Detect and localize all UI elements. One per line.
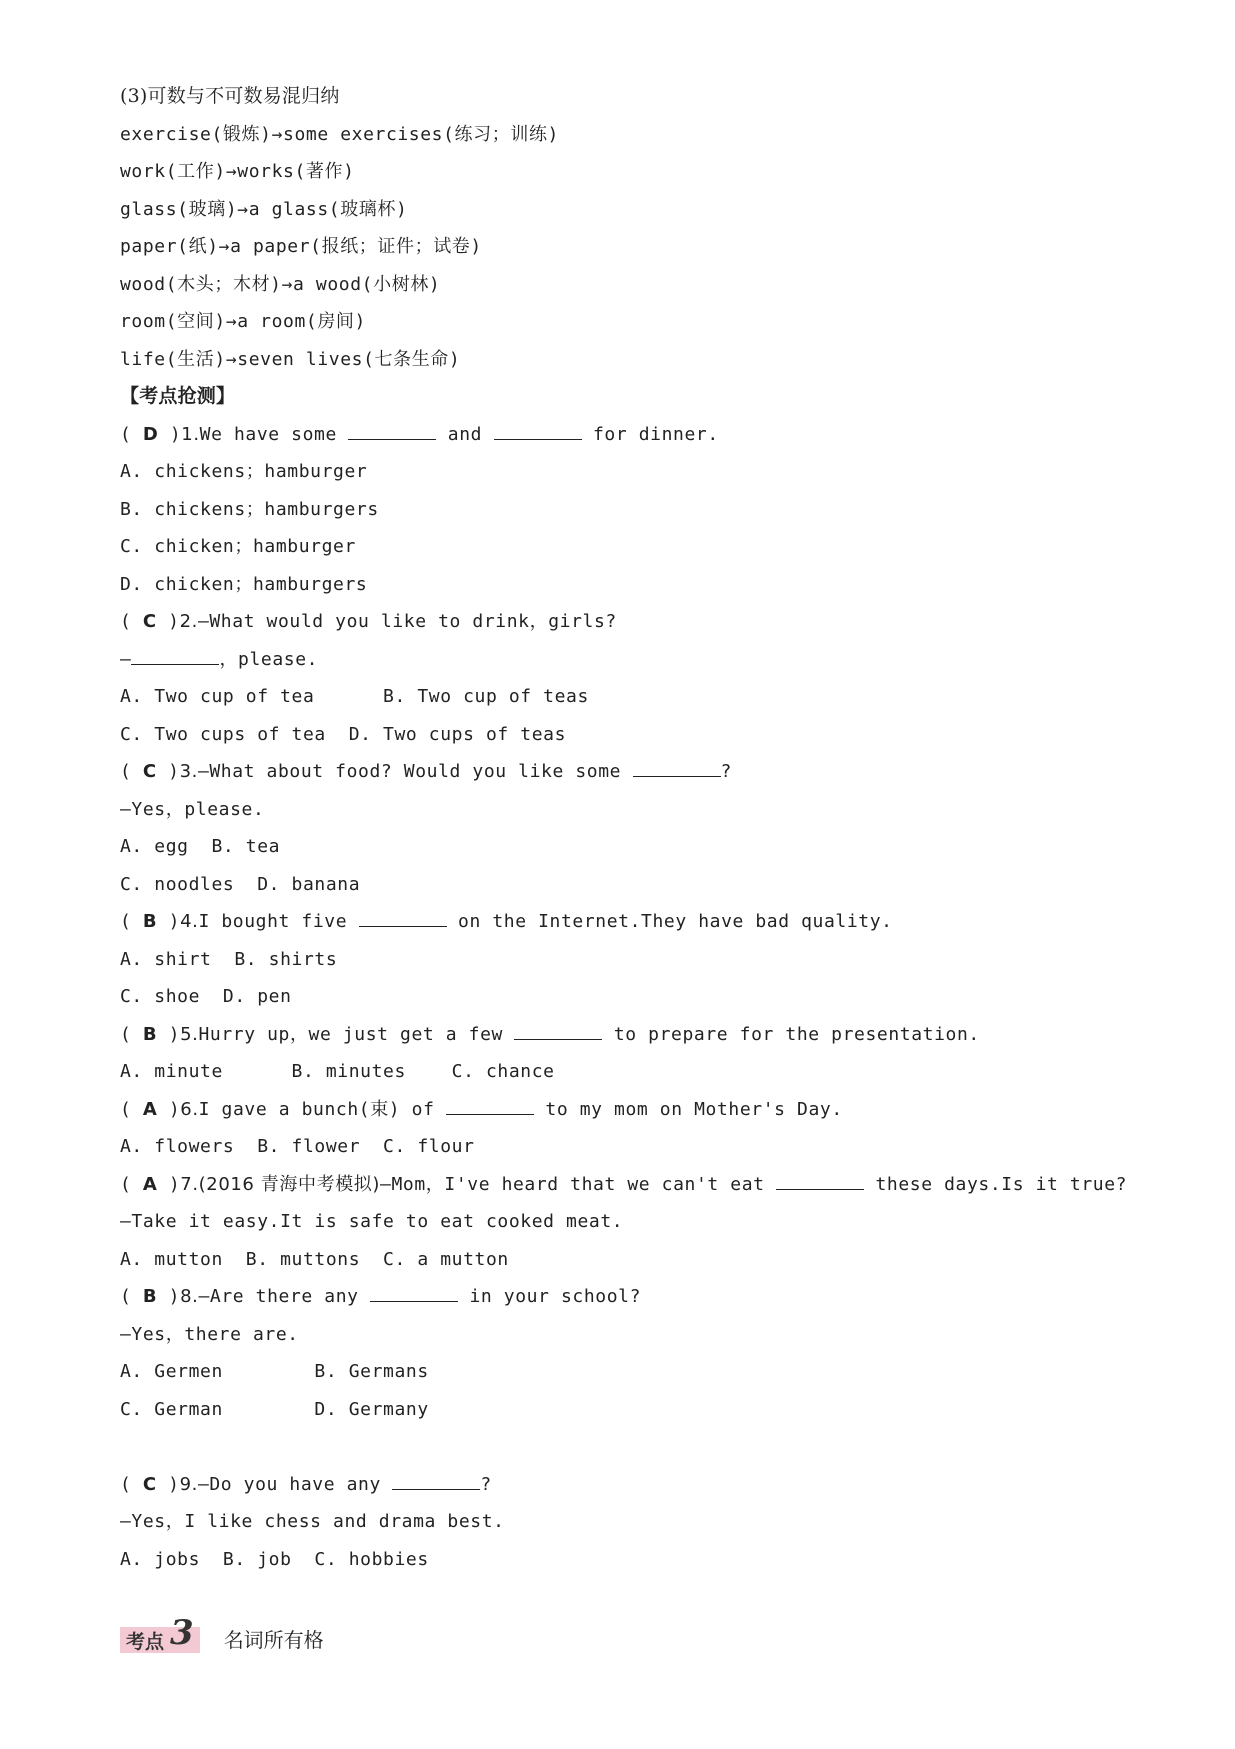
- stem-text: —What about food? Would you like some: [197, 761, 633, 782]
- word-pair-line: life(生活)→seven lives(七条生命): [120, 348, 461, 370]
- option-line: A. mutton B. muttons C. a mutton: [120, 1248, 509, 1270]
- stem-text: to my mom on Mother's Day.: [534, 1098, 843, 1120]
- question-number: 2.: [179, 611, 198, 632]
- kaodian-badge: [120, 1613, 200, 1653]
- section-heading: (3)可数与不可数易混归纳: [120, 85, 340, 107]
- kaodian-badge-label: 考点: [126, 1630, 165, 1653]
- option-line: B. chickens；hamburgers: [120, 498, 379, 520]
- question-stem: ( C )2.—What would you like to drink，girls?: [120, 611, 617, 632]
- reply-line: —Take it easy.It is safe to eat cooked meat.: [120, 1211, 624, 1232]
- answer-letter: B: [142, 1286, 158, 1307]
- answer-blank: [370, 1283, 458, 1302]
- stem-text: these days.Is it true?: [864, 1173, 1128, 1195]
- stem-text: —Are there any: [198, 1286, 371, 1307]
- question-stem: ( A )6.I gave a bunch(束) of to my mom on Mother's Day.: [120, 1091, 1200, 1129]
- question-stem: ( C )3.—What about food? Would you like some ?: [120, 753, 1200, 791]
- question-number: 7.: [180, 1173, 199, 1195]
- option-line: A. Two cup of tea B. Two cup of teas: [120, 686, 589, 707]
- option-line: C. chicken；hamburger: [120, 536, 356, 557]
- question-number: 5.: [180, 1023, 199, 1045]
- question-stem: ( A )7.(2016 青海中考模拟)—Mom，I've heard that we can't eat these days.Is it true?: [120, 1166, 1200, 1204]
- kaodian-badge-number: 3: [170, 1613, 194, 1653]
- option-line: A. egg B. tea: [120, 836, 281, 857]
- stem-text: I bought five: [198, 911, 359, 932]
- word-pair-line: wood(木头；木材)→a wood(小树林): [120, 273, 441, 295]
- reply-text: —: [120, 648, 132, 670]
- stem-text: —Mom，I've heard that we can't eat: [380, 1173, 777, 1195]
- question-stem: ( B )8.—Are there any in your school?: [120, 1278, 1200, 1316]
- reply-line: —Yes，please.: [120, 798, 265, 820]
- option-line: C. shoe D. pen: [120, 986, 292, 1007]
- reply-line: —Yes，I like chess and drama best.: [120, 1511, 505, 1532]
- document-page: [120, 78, 1200, 1578]
- answer-letter: A: [142, 1098, 158, 1120]
- answer-blank: [446, 1096, 534, 1115]
- spacer: [120, 1428, 1200, 1466]
- stem-text: and: [436, 423, 494, 445]
- answer-letter: B: [142, 911, 158, 932]
- stem-text: —Do you have any: [197, 1473, 393, 1495]
- answer-blank: [514, 1021, 602, 1040]
- stem-text: for dinner.: [581, 423, 719, 445]
- option-line: C. German D. Germany: [120, 1398, 429, 1420]
- question-stem: ( B )5.Hurry up，we just get a few to prepare for the presentation.: [120, 1016, 1200, 1054]
- question-stem: ( D )1.We have some and for dinner.: [120, 416, 1200, 454]
- stem-text: —What would you like to drink，girls?: [197, 611, 617, 632]
- option-line: A. chickens；hamburger: [120, 461, 368, 482]
- answer-blank: [359, 908, 447, 927]
- option-line: C. Two cups of tea D. Two cups of teas: [120, 723, 567, 745]
- option-line: D. chicken；hamburgers: [120, 573, 368, 595]
- question-number: 1.: [181, 423, 200, 445]
- stem-text: I gave a bunch(束) of: [198, 1098, 446, 1120]
- next-section-header: [120, 1613, 324, 1658]
- answer-blank: [776, 1171, 864, 1190]
- answer-blank: [633, 758, 721, 777]
- answer-letter: C: [142, 611, 157, 632]
- stem-text: We have some: [199, 423, 349, 445]
- question-number: 4.: [180, 911, 199, 932]
- option-line: A. Germen B. Germans: [120, 1361, 429, 1382]
- answer-blank: [131, 646, 219, 665]
- option-line: C. noodles D. banana: [120, 873, 361, 895]
- option-line: A. flowers B. flower C. flour: [120, 1136, 475, 1157]
- answer-blank: [348, 421, 436, 440]
- question-number: 9.: [179, 1473, 198, 1495]
- word-pair-line: paper(纸)→a paper(报纸；证件；试卷): [120, 236, 482, 257]
- stem-text: ?: [720, 761, 732, 782]
- question-source: (2016 青海中考模拟): [198, 1173, 381, 1195]
- stem-text: on the Internet.They have bad quality.: [446, 911, 893, 932]
- answer-letter: C: [142, 761, 157, 782]
- question-number: 8.: [180, 1286, 199, 1307]
- word-pair-line: room(空间)→a room(房间): [120, 311, 366, 332]
- answer-blank: [392, 1471, 480, 1490]
- word-pair-line: glass(玻璃)→a glass(玻璃杯): [120, 198, 408, 220]
- question-stem: ( B )4.I bought five on the Internet.They have bad quality.: [120, 903, 1200, 941]
- stem-text: to prepare for the presentation.: [602, 1023, 980, 1045]
- question-number: 3.: [179, 761, 198, 782]
- stem-text: in your school?: [458, 1286, 642, 1307]
- stem-text: ?: [480, 1473, 492, 1495]
- answer-letter: B: [142, 1023, 158, 1045]
- answer-letter: D: [142, 423, 159, 445]
- next-section-title: 名词所有格: [223, 1627, 324, 1652]
- reply-line: [120, 641, 1200, 679]
- question-number: 6.: [180, 1098, 199, 1120]
- option-line: A. jobs B. job C. hobbies: [120, 1548, 429, 1570]
- question-stem: ( C )9.—Do you have any ?: [120, 1466, 1200, 1504]
- option-line: A. shirt B. shirts: [120, 948, 338, 970]
- word-pair-line: exercise(锻炼)→some exercises(练习；训练): [120, 123, 559, 145]
- answer-letter: C: [142, 1473, 157, 1495]
- reply-text: ，please.: [219, 648, 319, 670]
- practice-heading: 【考点抢测】: [120, 385, 236, 407]
- word-pair-line: work(工作)→works(著作): [120, 161, 355, 182]
- reply-line: —Yes，there are.: [120, 1323, 299, 1345]
- answer-blank: [494, 421, 582, 440]
- answer-letter: A: [142, 1173, 158, 1195]
- option-line: A. minute B. minutes C. chance: [120, 1061, 555, 1082]
- stem-text: Hurry up，we just get a few: [198, 1023, 515, 1045]
